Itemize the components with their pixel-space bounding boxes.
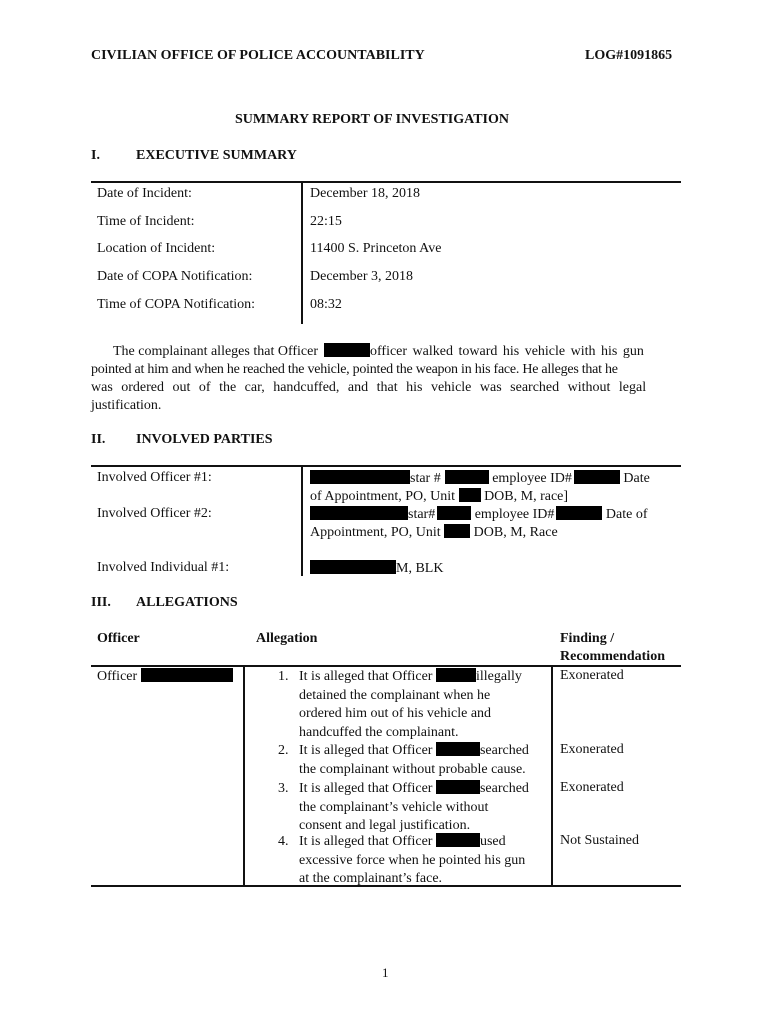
redaction-bar — [310, 470, 410, 484]
copa-notification-date-value: December 3, 2018 — [310, 269, 414, 284]
finding-4: Not Sustained — [560, 833, 639, 848]
redaction-bar — [310, 506, 408, 520]
summary-table-top-rule — [91, 181, 681, 183]
col-header-allegation: Allegation — [256, 631, 318, 646]
redaction-bar — [141, 668, 233, 682]
col-header-finding: Finding / — [560, 631, 615, 646]
redaction-bar — [444, 524, 470, 538]
incident-location-label: Location of Incident: — [97, 241, 216, 256]
summary-line-1: The complainant alleges that Officer officer walked toward his vehicle with his gun — [113, 344, 644, 359]
redaction-bar — [556, 506, 602, 520]
officer2-label: Involved Officer #2: — [97, 506, 212, 521]
finding-3: Exonerated — [560, 780, 624, 795]
section1-title: EXECUTIVE SUMMARY — [136, 148, 297, 163]
page-number: 1 — [382, 965, 389, 980]
redaction-bar — [310, 560, 396, 574]
report-title: SUMMARY REPORT OF INVESTIGATION — [235, 112, 509, 127]
section2-title: INVOLVED PARTIES — [136, 432, 273, 447]
officer1-label: Involved Officer #1: — [97, 470, 212, 485]
officer1-details-line2: of Appointment, PO, Unit DOB, M, race] — [310, 489, 569, 504]
summary-line-4: justification. — [91, 398, 162, 413]
copa-notification-date-label: Date of COPA Notification: — [97, 269, 253, 284]
individual1-label: Involved Individual #1: — [97, 560, 230, 575]
redaction-bar — [436, 780, 480, 794]
incident-time-value: 22:15 — [310, 214, 342, 229]
copa-notification-time-value: 08:32 — [310, 297, 342, 312]
section3-number: III. — [91, 595, 111, 610]
incident-location-value: 11400 S. Princeton Ave — [310, 241, 442, 256]
redaction-bar — [436, 742, 480, 756]
officer2-details-line2: Appointment, PO, Unit DOB, M, Race — [310, 525, 558, 540]
accused-officer-cell: Officer — [97, 668, 233, 685]
redaction-bar — [436, 668, 476, 682]
allegations-divider-right — [551, 666, 553, 885]
section2-number: II. — [91, 432, 106, 447]
finding-1: Exonerated — [560, 668, 624, 683]
allegation-1: 1. It is alleged that Officer illegally detained the complainant when he ordered him out of his vehicle and handcuffed the complainant. — [278, 669, 522, 740]
copa-notification-time-label: Time of COPA Notification: — [97, 297, 256, 312]
redaction-bar — [459, 488, 481, 502]
agency-header: CIVILIAN OFFICE OF POLICE ACCOUNTABILITY — [91, 48, 425, 63]
parties-table-divider — [301, 466, 303, 576]
col-header-recommendation: Recommendation — [560, 649, 665, 664]
section3-title: ALLEGATIONS — [136, 595, 238, 610]
allegation-4: 4. It is alleged that Officer used excessive force when he pointed his gun at the complainant’s face. — [278, 834, 526, 886]
individual1-details: M, BLK — [310, 560, 443, 577]
allegations-table-top-rule — [91, 665, 681, 667]
redaction-bar — [445, 470, 489, 484]
col-header-officer: Officer — [97, 631, 140, 646]
finding-2: Exonerated — [560, 742, 624, 757]
allegations-divider-left — [243, 666, 245, 885]
incident-date-value: December 18, 2018 — [310, 186, 421, 201]
summary-line-3: was ordered out of the car, handcuffed, and that his vehicle was searched without legal — [91, 380, 647, 395]
redaction-bar — [436, 833, 480, 847]
incident-time-label: Time of Incident: — [97, 214, 195, 229]
allegation-3: 3. It is alleged that Officer searched the complainant’s vehicle without consent and legal justification. — [278, 781, 529, 833]
officer1-details-line1: star # employee ID# Date — [310, 470, 650, 487]
allegation-2: 2. It is alleged that Officer searched the complainant without probable cause. — [278, 743, 529, 777]
redaction-bar — [574, 470, 620, 484]
summary-line-2: pointed at him and when he reached the vehicle, pointed the weapon in his face. He alleges that he — [91, 362, 618, 377]
log-number: LOG#1091865 — [585, 48, 673, 63]
parties-table-top-rule — [91, 465, 681, 467]
incident-date-label: Date of Incident: — [97, 186, 192, 201]
officer2-details-line1: star# employee ID# Date of — [310, 506, 648, 523]
summary-table-divider — [301, 182, 303, 324]
redaction-bar — [437, 506, 471, 520]
redaction-bar — [324, 343, 370, 357]
section1-number: I. — [91, 148, 100, 163]
